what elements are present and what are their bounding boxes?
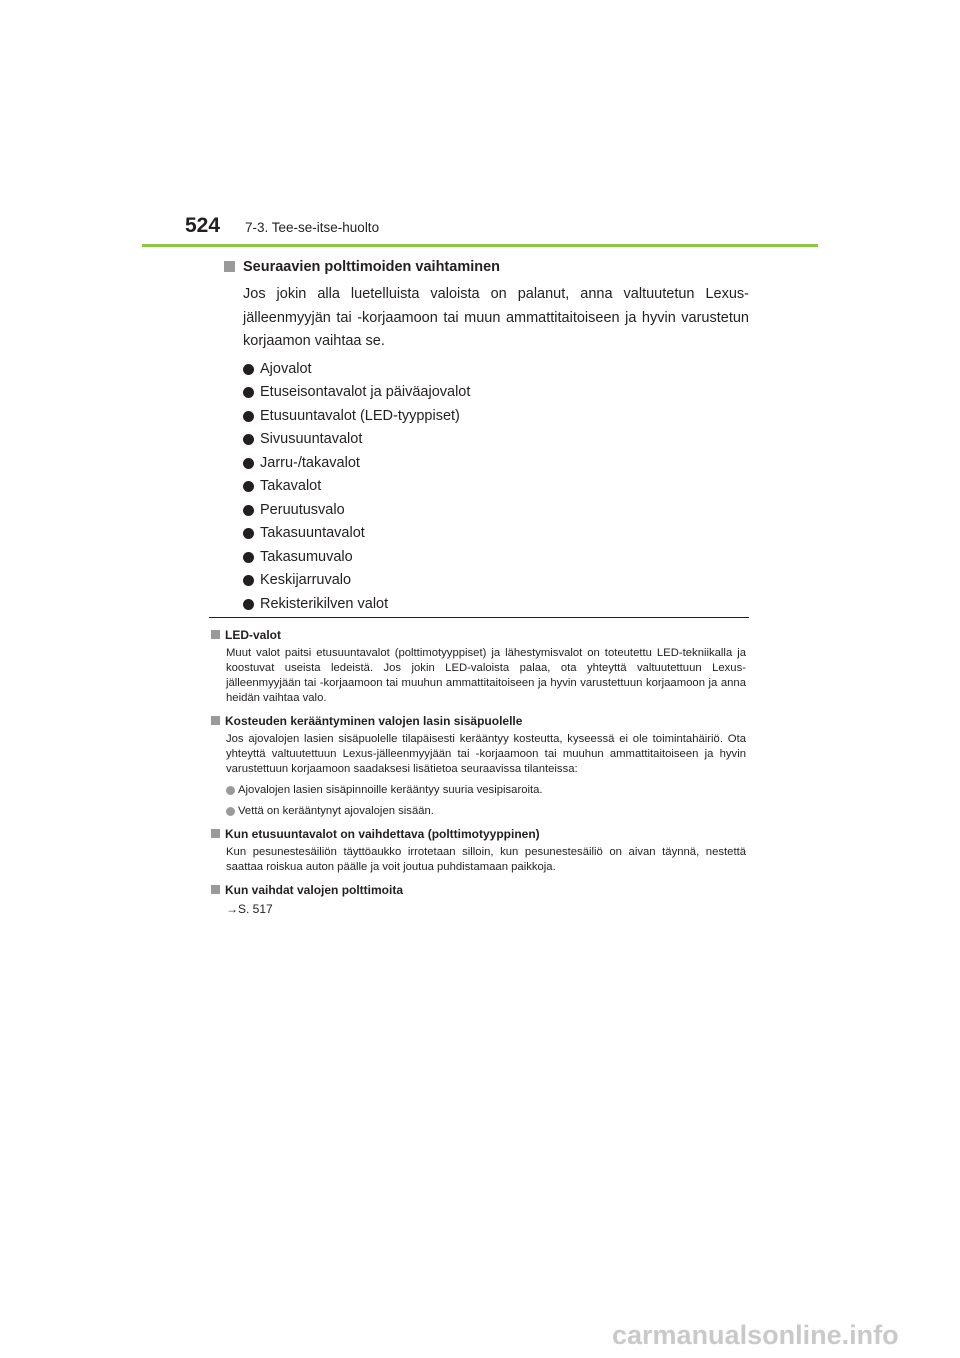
bullet-dot-icon bbox=[243, 434, 254, 445]
bullet-dot-icon bbox=[243, 411, 254, 422]
note-subitem: Ajovalojen lasien sisäpinnoille kerääntyy suuria vesipisaroita. bbox=[226, 783, 746, 798]
main-heading-text: Seuraavien polttimoiden vaihtaminen bbox=[243, 259, 501, 275]
main-section bbox=[224, 256, 749, 616]
list-item: Takavalot bbox=[243, 475, 749, 499]
bullet-dot-icon bbox=[243, 528, 254, 539]
note-heading-replace: Kun vaihdat valojen polttimoita bbox=[211, 881, 746, 899]
list-item: Sivusuuntavalot bbox=[243, 428, 749, 452]
note-text-led: Muut valot paitsi etusuuntavalot (polttimotyyppiset) ja lähestymisvalot on toteutettu LED-tekniikalla ja koostuvat useista ledeistä. Jos jokin LED-valoista palaa, ota yhteyttä valtuutettuun Lexus-jälleenmyyjään tai -korjaamoon tai muuhun ammattitaitoiseen ja hyvin varustettuun korjaamoon ja anna heidän vaihtaa valo. bbox=[226, 647, 746, 704]
bullet-dot-icon bbox=[243, 505, 254, 516]
page-reference-link[interactable]: →S. 517 bbox=[226, 902, 273, 916]
square-bullet-icon bbox=[211, 829, 220, 838]
note-text-moisture: Jos ajovalojen lasien sisäpuolelle tilapäisesti kerääntyy kosteutta, kyseessä ei ole toimintahäiriö. Ota yhteyttä valtuutettuun Lexus-jälleenmyyjään tai -korjaamoon tai muuhun ammattitaitoiseen ja hyvin varustettuun korjaamoon saadaksesi lisätietoa seuraavissa tilanteissa: bbox=[226, 733, 746, 775]
bullet-dot-icon bbox=[226, 807, 235, 816]
notes-section bbox=[211, 626, 746, 917]
list-item: Etusuuntavalot (LED-tyyppiset) bbox=[243, 405, 749, 429]
bullet-dot-icon bbox=[243, 481, 254, 492]
section-title: 7-3. Tee-se-itse-huolto bbox=[245, 220, 380, 235]
list-item: Jarru-/takavalot bbox=[243, 452, 749, 476]
note-heading-moisture: Kosteuden kerääntyminen valojen lasin sisäpuolelle bbox=[211, 712, 746, 730]
bullet-dot-icon bbox=[226, 786, 235, 795]
square-bullet-icon bbox=[224, 261, 235, 272]
bullet-dot-icon bbox=[243, 387, 254, 398]
note-text-front-signal: Kun pesunestesäiliön täyttöaukko irrotetaan silloin, kun pesunestesäiliö on aivan täynnä, nestettä saattaa roiskua auton päälle ja voit joutua puhdistamaan paikkoja. bbox=[226, 846, 746, 873]
watermark: carmanualsonline.info bbox=[612, 1320, 899, 1350]
section-divider bbox=[209, 617, 749, 618]
lamp-list bbox=[243, 358, 749, 617]
bullet-dot-icon bbox=[243, 364, 254, 375]
header-rule bbox=[142, 244, 818, 247]
list-item: Peruutusvalo bbox=[243, 499, 749, 523]
list-item: Takasumuvalo bbox=[243, 546, 749, 570]
page-number: 524 bbox=[185, 214, 221, 237]
bullet-dot-icon bbox=[243, 599, 254, 610]
list-item: Rekisterikilven valot bbox=[243, 593, 749, 617]
list-item: Takasuuntavalot bbox=[243, 522, 749, 546]
square-bullet-icon bbox=[211, 630, 220, 639]
bullet-dot-icon bbox=[243, 552, 254, 563]
square-bullet-icon bbox=[211, 885, 220, 894]
list-item: Keskijarruvalo bbox=[243, 569, 749, 593]
note-heading-front-signal: Kun etusuuntavalot on vaihdettava (polttimotyyppinen) bbox=[211, 825, 746, 843]
list-item: Etuseisontavalot ja päiväajovalot bbox=[243, 381, 749, 405]
note-heading-led: LED-valot bbox=[211, 626, 746, 644]
bullet-dot-icon bbox=[243, 458, 254, 469]
square-bullet-icon bbox=[211, 716, 220, 725]
main-heading bbox=[224, 256, 749, 278]
note-subitem: Vettä on kerääntynyt ajovalojen sisään. bbox=[226, 804, 746, 819]
main-paragraph: Jos jokin alla luetelluista valoista on palanut, anna valtuutetun Lexus-jälleenmyyjän tai -korjaamoon tai muun ammattitaitoiseen ja hyvin varustetun korjaamon vaihtaa se. bbox=[243, 286, 749, 349]
bullet-dot-icon bbox=[243, 575, 254, 586]
list-item: Ajovalot bbox=[243, 358, 749, 382]
